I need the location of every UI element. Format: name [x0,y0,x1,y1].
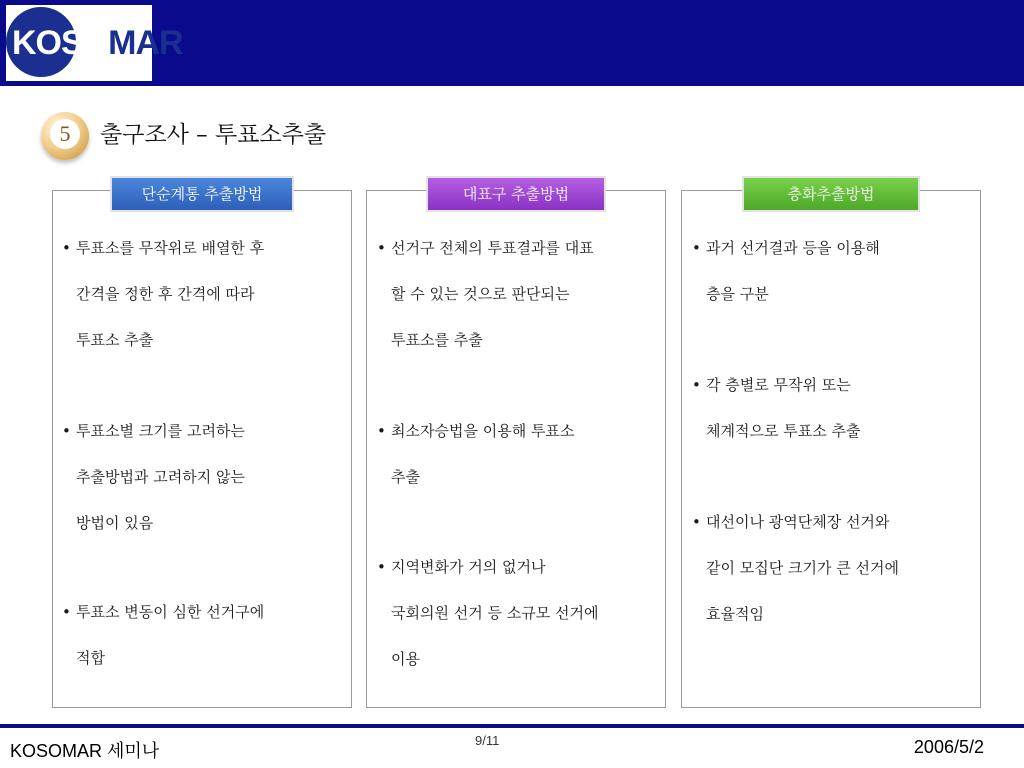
bullet-icon: • [62,422,71,440]
list-item: • 최소자승법을 이용해 투표소 추출 [377,408,659,500]
page-title: 출구조사 – 투표소추출 [100,122,327,148]
logo-text: KOSOMAR [12,24,183,62]
footer-seminar-label: KOSOMAR 세미나 [10,741,160,761]
bullet-icon: • [377,422,386,440]
footer-date: 2006/5/2 [913,737,984,757]
bullet-icon: • [62,603,71,621]
header-bar [0,0,1024,86]
list-item: • 투표소별 크기를 고려하는 추출방법과 고려하지 않는 방법이 있음 [62,408,342,546]
kosomar-logo [6,5,183,81]
bullet-icon: • [377,239,386,257]
column-tag-representative: 대표구 추출방법 [426,176,606,212]
list-item: • 선거구 전체의 투표결과를 대표 할 수 있는 것으로 판단되는 투표소를 추출 [377,225,659,363]
section-number-badge [41,112,89,160]
bullet-icon: • [62,239,71,257]
page-number: 9/11 [475,733,500,748]
section-number: 5 [50,119,80,149]
bullet-icon: • [692,376,701,394]
column-tag-systematic: 단순계통 추출방법 [110,176,294,212]
list-item: • 투표소 변동이 심한 선거구에 적합 [62,589,342,681]
footer-rule [0,724,1024,728]
bullet-icon: • [692,513,701,531]
list-item: • 대선이나 광역단체장 선거와 같이 모집단 크기가 큰 선거에 효율적임 [692,499,974,637]
list-item: • 과거 선거결과 등을 이용해 층을 구분 [692,225,974,317]
list-item: • 각 층별로 무작위 또는 체계적으로 투표소 추출 [692,362,974,454]
list-item: • 지역변화가 거의 없거나 국회의원 선거 등 소규모 선거에 이용 [377,544,659,682]
column-tag-stratified: 층화추출방법 [742,176,920,212]
list-item: • 투표소를 무작위로 배열한 후 간격을 정한 후 간격에 따라 투표소 추출 [62,225,342,363]
bullet-icon: • [692,239,701,257]
bullet-icon: • [377,558,386,576]
